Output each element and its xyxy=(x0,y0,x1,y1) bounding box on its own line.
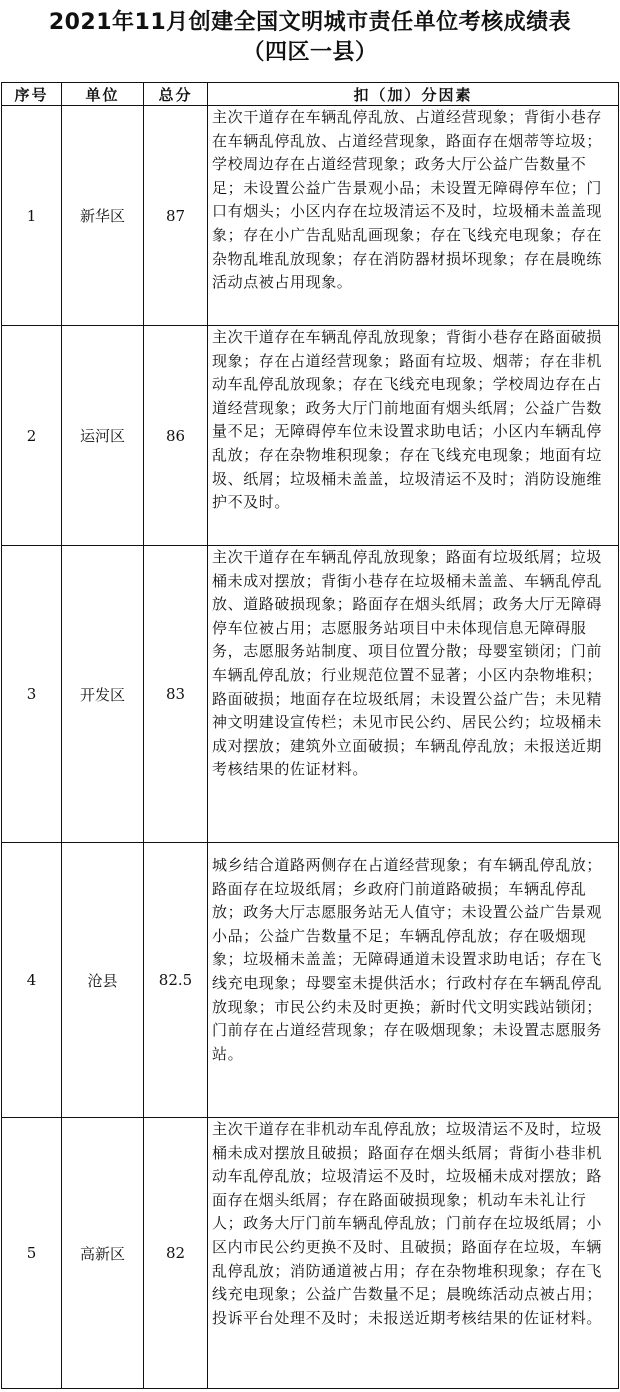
row-factors-cell xyxy=(208,546,619,843)
row-factors: 主次干道存在车辆乱停乱放现象；路面有垃圾纸屑；垃圾桶未成对摆放；背街小巷存在垃圾桶未盖盖、车辆乱停乱放、道路破损现象；路面存在烟头纸屑；政务大厅无障碍停车位被占用；志愿服务站项目中未体现信息无障碍服务，志愿服务站制度、项目位置分散；母婴室锁闭；门前车辆乱停乱放；行业规范位置不显著；小区内杂物堆积；路面破损；地面存在垃圾纸屑；未设置公益广告；未见精神文明建设宣传栏；未见市民公约、居民公约；垃圾桶未成对摆放；建筑外立面破损；车辆乱停乱放；未报送近期考核结果的佐证材料。 xyxy=(212,548,603,779)
row-score: 86 xyxy=(144,326,208,546)
table-row xyxy=(2,546,619,843)
table-row xyxy=(2,1118,619,1389)
table-row xyxy=(2,843,619,1118)
row-factors-cell xyxy=(208,106,619,326)
row-unit: 沧县 xyxy=(62,843,144,1118)
row-factors-cell xyxy=(208,843,619,1118)
row-factors-cell xyxy=(208,326,619,546)
score-table xyxy=(1,82,619,1389)
header-unit: 单位 xyxy=(62,83,144,106)
page-subtitle: （四区一县） xyxy=(242,40,378,65)
row-factors: 主次干道存在非机动车乱停乱放；垃圾清运不及时，垃圾桶未成对摆放且破损；路面存在烟头纸屑；背街小巷非机动车乱停乱放；垃圾清运不及时，垃圾桶未成对摆放；路面存在烟头纸屑；存在路面破损现象；机动车未礼让行人；政务大厅门前车辆乱停乱放；门前存在垃圾纸屑；小区内市民公约更换不及时、且破损；路面存在垃圾，车辆乱停乱放；消防通道被占用；存在杂物堆积现象；存在飞线充电现象；公益广告数量不足；晨晚练活动点被占用；投诉平台处理不及时；未报送近期考核结果的佐证材料。 xyxy=(212,1120,603,1327)
row-score: 82.5 xyxy=(144,843,208,1118)
row-factors: 主次干道存在车辆乱停乱放、占道经营现象；背街小巷存在车辆乱停乱放、占道经营现象，路面存在烟蒂等垃圾；学校周边存在占道经营现象；政务大厅公益广告数量不足；未设置公益广告景观小品；未设置无障碍停车位；门口有烟头；小区内存在垃圾清运不及时，垃圾桶未盖盖现象；存在小广告乱贴乱画现象；存在飞线充电现象；存在杂物乱堆乱放现象；存在消防器材损坏现象；存在晨晚练活动点被占用现象。 xyxy=(212,108,603,292)
row-score: 87 xyxy=(144,106,208,326)
header-index: 序号 xyxy=(2,83,62,106)
page-title: 2021年11月创建全国文明城市责任单位考核成绩表 xyxy=(48,10,572,35)
table-header-row xyxy=(2,83,619,106)
title-block xyxy=(0,0,620,82)
row-score: 83 xyxy=(144,546,208,843)
row-unit: 运河区 xyxy=(62,326,144,546)
table-row xyxy=(2,326,619,546)
row-unit: 高新区 xyxy=(62,1118,144,1389)
table-row xyxy=(2,106,619,326)
row-index: 5 xyxy=(2,1118,62,1389)
header-score: 总分 xyxy=(144,83,208,106)
row-factors: 城乡结合道路两侧存在占道经营现象；有车辆乱停乱放；路面存在垃圾纸屑；乡政府门前道路破损；车辆乱停乱放；政务大厅志愿服务站无人值守；未设置公益广告景观小品；公益广告数量不足；车辆乱停乱放；存在吸烟现象；垃圾桶未盖盖；无障碍通道未设置求助电话；存在飞线充电现象；母婴室未提供活水；行政村存在车辆乱停乱放现象；市民公约未及时更换；新时代文明实践站锁闭；门前存在占道经营现象；存在吸烟现象；未设置志愿服务站。 xyxy=(212,856,603,1063)
row-unit: 开发区 xyxy=(62,546,144,843)
row-score: 82 xyxy=(144,1118,208,1389)
row-factors-cell xyxy=(208,1118,619,1389)
row-factors: 主次干道存在车辆乱停乱放现象；背街小巷存在路面破损现象；存在占道经营现象；路面有垃圾、烟蒂；存在非机动车乱停乱放现象；存在飞线充电现象；学校周边存在占道经营现象；政务大厅门前地面有烟头纸屑；公益广告数量不足；无障碍停车位未设置求助电话；小区内车辆乱停乱放；存在杂物堆积现象；存在飞线充电现象；地面有垃圾、纸屑；垃圾桶未盖盖，垃圾清运不及时；消防设施维护不及时。 xyxy=(212,328,603,512)
row-index: 2 xyxy=(2,326,62,546)
row-unit: 新华区 xyxy=(62,106,144,326)
row-index: 4 xyxy=(2,843,62,1118)
header-factors: 扣（加）分因素 xyxy=(208,83,619,106)
row-index: 1 xyxy=(2,106,62,326)
row-index: 3 xyxy=(2,546,62,843)
